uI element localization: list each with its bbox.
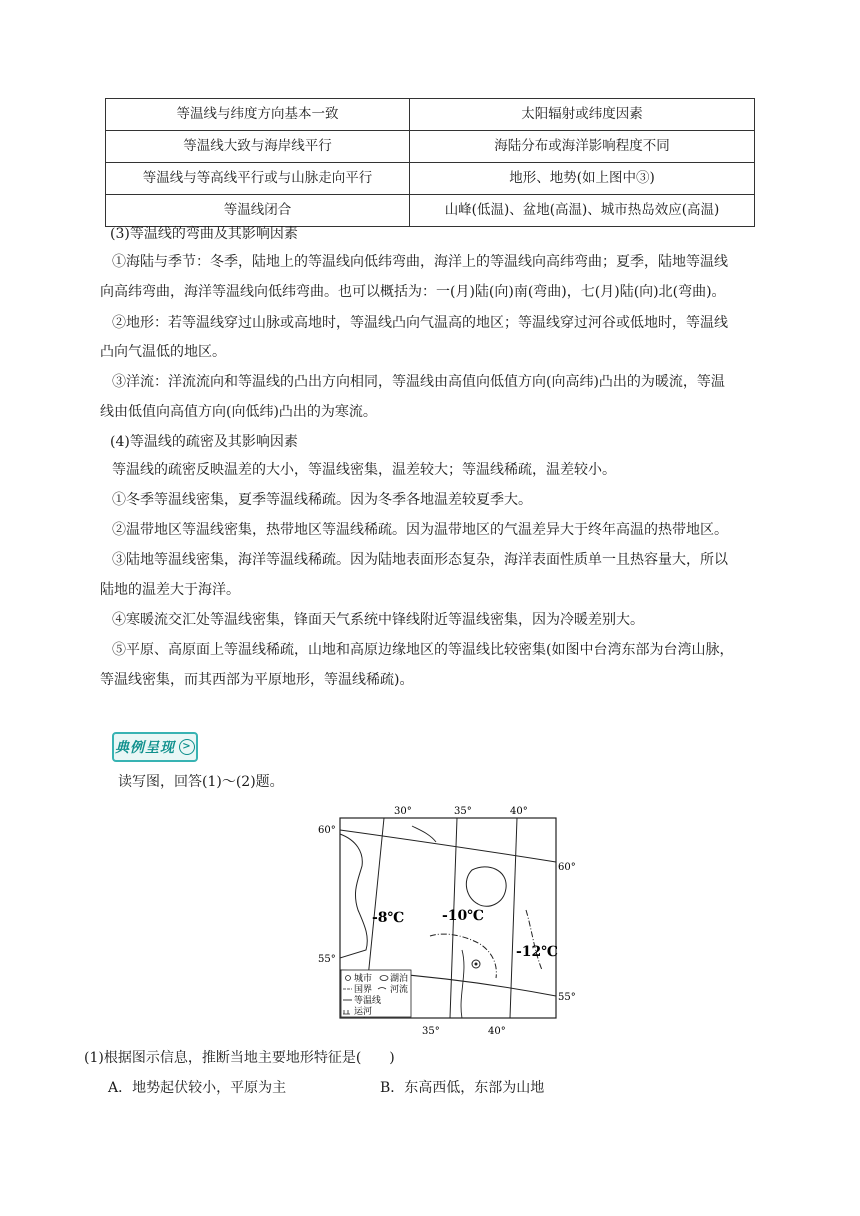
table-cell: 山峰(低温)、盆地(高温)、城市热岛效应(高温) bbox=[410, 195, 755, 227]
isotherm-feature-table bbox=[105, 98, 755, 227]
paragraph-line: ④寒暖流交汇处等温线密集，锋面天气系统中锋线附近等温线密集，因为冷暖差别大。 bbox=[112, 612, 644, 628]
question-intro: 读写图，回答(1)～(2)题。 bbox=[118, 774, 284, 790]
coastline bbox=[340, 834, 367, 958]
border-line bbox=[526, 910, 542, 970]
paragraph-line: ②温带地区等温线密集，热带地区等温线稀疏。因为温带地区的气温差异大于终年高温的热带地区。 bbox=[112, 522, 728, 538]
table-row bbox=[106, 131, 755, 163]
river-line bbox=[412, 826, 436, 842]
badge-label: 典例呈现 bbox=[115, 740, 175, 756]
temperature-map-figure bbox=[312, 800, 584, 1038]
isotherm-label: -12℃ bbox=[516, 944, 559, 960]
question-stem: (1)根据图示信息，推断当地主要地形特征是( ) bbox=[84, 1050, 395, 1066]
legend-item: 河流 bbox=[390, 985, 409, 995]
lon-label: 40° bbox=[488, 1026, 506, 1037]
option-b: B．东高西低，东部为山地 bbox=[380, 1080, 545, 1096]
section-heading-curvature: (3)等温线的弯曲及其影响因素 bbox=[110, 226, 298, 242]
paragraph-line: 线由低值向高值方向(向低纬)凸出的为寒流。 bbox=[100, 404, 377, 420]
lon-label: 30° bbox=[394, 806, 412, 817]
table-row bbox=[106, 195, 755, 227]
city-marker-dot bbox=[475, 963, 478, 966]
table-cell: 等温线与纬度方向基本一致 bbox=[106, 99, 410, 131]
lake-outline bbox=[466, 867, 506, 906]
paragraph-line: 等温线密集，而其西部为平原地形，等温线稀疏)。 bbox=[100, 672, 414, 688]
paragraph-line: ①海陆与季节：冬季，陆地上的等温线向低纬弯曲，海洋上的等温线向高纬弯曲；夏季，陆地等温线 bbox=[112, 254, 728, 270]
paragraph-line: 凸向气温低的地区。 bbox=[100, 344, 226, 360]
paragraph-line: ⑤平原、高原面上等温线稀疏，山地和高原边缘地区的等温线比较密集(如图中台湾东部为台湾山脉， bbox=[112, 642, 734, 658]
arrow-circle-icon: > bbox=[179, 739, 195, 755]
isotherm-label: -8℃ bbox=[372, 910, 405, 926]
lat-label: 60° bbox=[558, 862, 576, 873]
table-cell: 等温线与等高线平行或与山脉走向平行 bbox=[106, 163, 410, 195]
table-cell: 等温线大致与海岸线平行 bbox=[106, 131, 410, 163]
parallel-line bbox=[340, 830, 556, 862]
legend-item: 等温线 bbox=[354, 996, 382, 1006]
legend-item: 运河 bbox=[354, 1007, 373, 1017]
table-cell: 地形、地势(如上图中③) bbox=[410, 163, 755, 195]
table-row bbox=[106, 99, 755, 131]
legend-item: 城市 bbox=[354, 974, 373, 984]
example-section-badge bbox=[112, 732, 198, 762]
lat-label: 55° bbox=[558, 992, 576, 1003]
section-heading-density: (4)等温线的疏密及其影响因素 bbox=[110, 434, 298, 450]
legend-item: 湖泊 bbox=[390, 974, 409, 984]
lat-label: 55° bbox=[318, 954, 336, 965]
lon-label: 40° bbox=[510, 806, 528, 817]
lat-label: 60° bbox=[318, 825, 336, 836]
lon-label: 35° bbox=[422, 1026, 440, 1037]
map-svg bbox=[312, 800, 584, 1038]
table-cell: 等温线闭合 bbox=[106, 195, 410, 227]
legend-item: 国界 bbox=[354, 985, 373, 995]
paragraph-line: ③洋流：洋流流向和等温线的凸出方向相同，等温线由高值向低值方向(向高纬)凸出的为暖流，等温 bbox=[112, 374, 725, 390]
table-cell: 海陆分布或海洋影响程度不同 bbox=[410, 131, 755, 163]
paragraph-line: ③陆地等温线密集，海洋等温线稀疏。因为陆地表面形态复杂，海洋表面性质单一且热容量大，所以 bbox=[112, 552, 728, 568]
paragraph-line: 等温线的疏密反映温差的大小，等温线密集，温差较大；等温线稀疏，温差较小。 bbox=[112, 462, 616, 478]
paragraph-line: 陆地的温差大于海洋。 bbox=[100, 582, 240, 598]
table-cell: 太阳辐射或纬度因素 bbox=[410, 99, 755, 131]
river-line bbox=[461, 950, 464, 1018]
lon-label: 35° bbox=[454, 806, 472, 817]
paragraph-line: ①冬季等温线密集，夏季等温线稀疏。因为冬季各地温差较夏季大。 bbox=[112, 492, 532, 508]
table-row bbox=[106, 163, 755, 195]
isotherm-label: -10℃ bbox=[442, 908, 485, 924]
paragraph-line: ②地形：若等温线穿过山脉或高地时，等温线凸向气温高的地区；等温线穿过河谷或低地时，等温线 bbox=[112, 315, 728, 331]
paragraph-line: 向高纬弯曲，海洋等温线向低纬弯曲。也可以概括为：一(月)陆(向)南(弯曲)，七(月)陆(向)北(弯曲)。 bbox=[100, 284, 726, 300]
option-a: A．地势起伏较小，平原为主 bbox=[108, 1080, 287, 1096]
